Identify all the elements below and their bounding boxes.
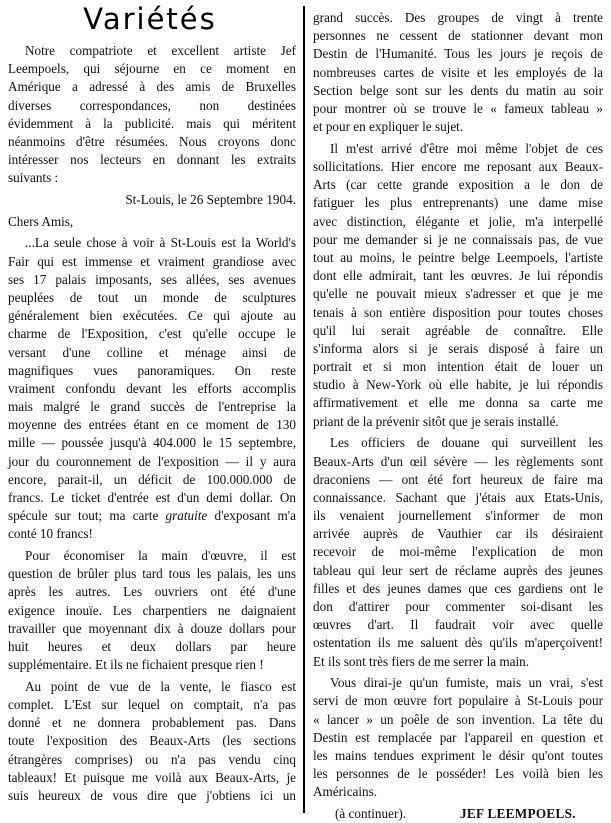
text-line: Section belge sont sur les dents du matin au soir — [313, 82, 603, 98]
text-line: Les officiers de douane qui surveillent les — [330, 435, 603, 451]
text-line: et pour en expliquer le sujet. — [313, 119, 464, 135]
signature-line — [313, 805, 603, 823]
text-line: arrivée auprès de Vauthier car ils désiraient — [313, 526, 603, 542]
text-line: peuplées de tout un monde de sculptures — [8, 289, 296, 305]
text-line: complet. L'Est sur lequel on comptait, n'a pas — [8, 697, 296, 713]
paragraph — [8, 678, 296, 805]
text-line: studio à New-York où elle habite, je lui répondis — [313, 377, 603, 393]
text-line: magnifiques vues panoramiques. On reste — [8, 362, 296, 378]
text-line: Vous dirai-je qu'un fumiste, mais un vrai, s'est — [330, 675, 603, 691]
text-line: conté 10 francs! — [8, 526, 93, 542]
text-line: servi de mon œuvre fort populaire à St-Louis pour — [313, 693, 603, 709]
text-line: affirmativement et elle me donna sa carte me — [313, 395, 603, 411]
continued-note: (à continuer). — [335, 806, 407, 822]
paragraph — [313, 434, 603, 670]
paragraph — [8, 547, 296, 674]
text-line: filles et des jeunes dames que ces gardiens ont le — [313, 580, 603, 596]
text-line: Destin de l'Humanité. Tous les jours je reçois de — [313, 46, 603, 62]
text-line: évidemment à la publicité. mais qui méritent — [8, 115, 296, 131]
text-line: ostentation ils me saluent dès qu'ils m'aperçoivent! — [313, 635, 603, 651]
text-line: francs. Le ticket d'entrée est d'un demi dollar. On — [8, 490, 296, 505]
text-line: huit heures et deux dollars par heure — [8, 639, 296, 654]
paragraph — [8, 234, 296, 543]
text-line: Chers Amis, — [8, 213, 74, 229]
text-line: sollicitations. Hier encore me reposant aux Beaux- — [313, 159, 603, 174]
paragraph — [8, 42, 296, 188]
text-line: spécule sur tout; ma carte gratuite d'exposant m'a — [8, 508, 296, 524]
text-line: œuvres d'art. Il faudrait voir avec quelle — [313, 617, 603, 633]
text-line: pour montrer où se trouve le « fameux tableau » — [313, 100, 603, 116]
text-line: ...La seule chose à voir à St-Louis est la World's — [25, 235, 296, 251]
text-line: Au point de vue de la vente, le fiasco est — [25, 678, 296, 694]
text-line: tout au moins, le peintre belge Leempoels, l'artiste — [313, 249, 603, 265]
text-line: portrait et si mon intention était de louer un — [313, 359, 603, 375]
text-line: question de brûler plus tard tous les palais, les uns — [8, 566, 296, 582]
text-line: tableau qui leur sert de réclame auprès des jeunes — [313, 562, 603, 578]
text-line: « lancer » un poêle de son invention. La tête du — [313, 711, 603, 727]
paragraph — [8, 213, 296, 231]
paragraph — [8, 191, 296, 209]
text-line: recevoir de moi-même l'explication de mon — [313, 544, 603, 560]
text-line: Il m'est arrivé d'être moi même l'objet de ces — [330, 140, 603, 156]
text-line: personnes ne cessent de stationner devant mon — [313, 28, 603, 44]
text-line: suis heureux de vous dire que j'obtiens ici un — [8, 788, 296, 803]
text-line: généralement bien exécutées. Ce qui ajoute au — [8, 308, 296, 324]
text-line: don d'attirer pour commenter soi-disant les — [313, 599, 603, 614]
text-line: dont elle admirait, tant les œuvres. Je lui répondis — [313, 268, 603, 284]
text-line: priant de la prévenir sitôt que je serais installé. — [313, 413, 559, 429]
text-line: Et ils sont très fiers de me serrer la main. — [313, 653, 530, 669]
paragraph — [313, 674, 603, 801]
paragraph — [313, 9, 603, 136]
text-line: pour me demander si je ne connaissais pas, de vue — [313, 231, 603, 247]
text-line: draconiens — ont été fort heureux de faire ma — [313, 471, 603, 487]
right-column — [313, 9, 603, 823]
text-line: néanmoins d'être résumées. Nous croyons donc — [8, 133, 296, 149]
text-line: Amérique a adressé à des amis de Bruxelles — [8, 79, 296, 95]
column-divider — [303, 6, 305, 813]
text-line: tenais à son entière disposition pour toutes choses — [313, 304, 603, 320]
text-line: encore, parait-il, un déficit de 100.000.000 de — [8, 471, 296, 487]
text-line: après les autres. Les ouvriers ont été d'une — [8, 584, 296, 600]
text-line: diverses correspondances, non destinées — [8, 97, 296, 113]
text-line: Arts (car cette grande exposition a le don de — [313, 177, 603, 193]
text-line: toute l'exposition des Beaux-Arts (les sections — [8, 733, 296, 749]
text-line: Leempoels, qui séjourne en ce moment en — [8, 61, 296, 77]
text-line: St-Louis, le 26 Septembre 1904. — [125, 192, 296, 207]
text-line: Américains. — [313, 784, 378, 800]
text-line: mais malgré le grand succès de l'entreprise la — [8, 399, 296, 415]
text-line: avec distinction, élégante et jolie, m'a interpellé — [313, 213, 603, 229]
left-column — [8, 42, 296, 809]
text-line: connaissance. Sachant que j'étais aux Etats-Unis, — [313, 489, 603, 505]
text-line: grand succès. Des groupes de vingt à trente — [313, 10, 603, 25]
text-line: s'informa alors si je serais disposé à faire un — [313, 340, 603, 356]
text-line: les mains tendues expriment le désir qu'ont toutes — [313, 748, 603, 763]
text-line: ses 17 palais imposants, ses allées, ses avenues — [8, 271, 296, 287]
paragraph — [313, 140, 603, 431]
text-line: suivants : — [8, 170, 59, 186]
text-line: intéresser nos lecteurs en donnant les extraits — [8, 152, 296, 168]
text-line: tableaux! Et puisque me voilà aux Beaux-Arts, je — [8, 769, 296, 785]
text-line: moyenne des entrées étant en ce moment de 130 — [8, 417, 296, 433]
text-line: étrangères comprises) ou n'a pas vendu cinq — [8, 751, 296, 767]
text-line: versant d'une colline et ménage ainsi de — [8, 344, 296, 360]
author-signature: JEF LEEMPOELS. — [460, 806, 576, 822]
text-line: donné et ne donnera probablement pas. Dans — [8, 715, 296, 731]
text-line: les personnes de le posséder! Les voilà bien les — [313, 766, 603, 782]
text-line: jour du couronnement de l'exposition — il y aura — [8, 453, 296, 469]
text-line: Notre compatriote et excellent artiste Jef — [25, 43, 296, 58]
text-line: vraiment confondu devant les efforts accomplis — [8, 380, 296, 396]
text-line: qu'elle ne pouvait mieux s'adresser et que je me — [313, 286, 603, 302]
text-line: Pour économiser la main d'œuvre, il est — [25, 548, 296, 564]
article-title: Variétés — [83, 2, 217, 36]
text-line: qu'il lui serait agréable de connaître. Elle — [313, 322, 603, 338]
text-line: exigence inouïe. Les charpentiers ne daignaient — [8, 602, 296, 618]
text-line: travailler que moyennant dix à douze dollars pour — [8, 620, 296, 636]
text-line: nombreuses cartes de visite et les employés de la — [313, 64, 603, 80]
text-line: charme de l'Exposition, c'est qu'elle occupe le — [8, 326, 296, 342]
text-line: Destin est remplacée par l'appareil en question et — [313, 729, 603, 745]
text-line: Fair qui est immense et vraiment grandiose avec — [8, 253, 296, 269]
text-line: ils venaient journellement s'informer de mon — [313, 508, 603, 524]
text-line: supplémentaire. Et ils ne fichaient presque rien ! — [8, 657, 264, 673]
text-line: fatiguer les plus entreprenants) une dame mise — [313, 195, 603, 211]
text-line: Beaux-Arts d'un œil sévère — les règlements sont — [313, 453, 603, 469]
text-line: mille — poussée jusqu'à 404.000 le 15 septembre, — [8, 435, 296, 451]
